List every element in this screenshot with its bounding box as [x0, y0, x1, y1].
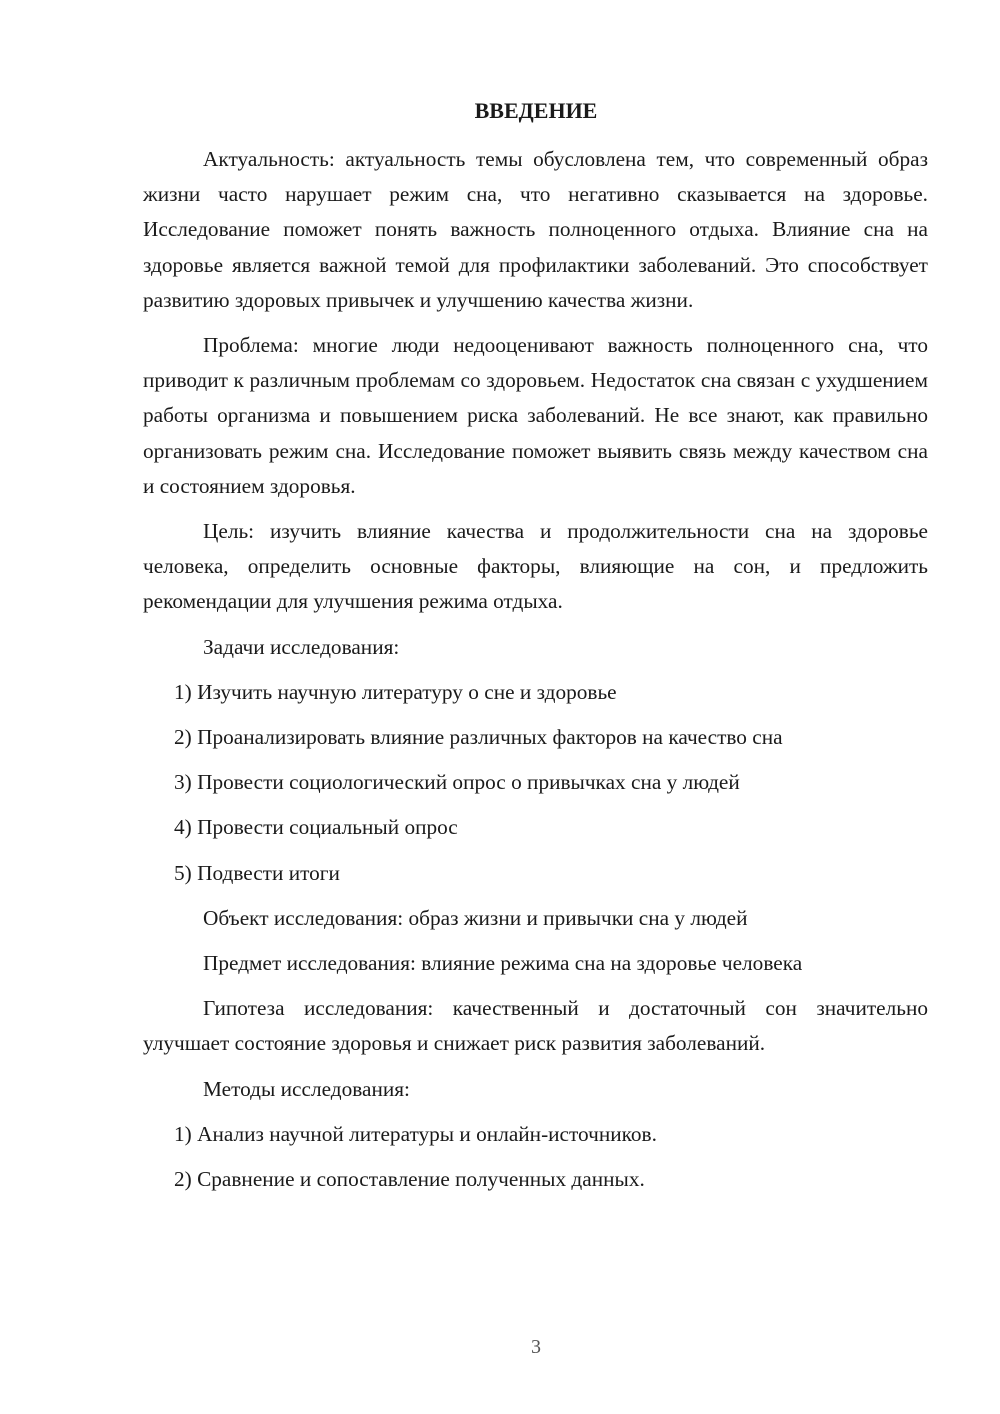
method-item: 1) Анализ научной литературы и онлайн-источников.	[174, 1121, 657, 1146]
research-subject: Предмет исследования: влияние режима сна на здоровье человека	[203, 951, 803, 976]
document-body	[143, 142, 928, 1207]
tasks-heading: Задачи исследования:	[203, 634, 400, 659]
task-item: 3) Провести социологический опрос о привычках сна у людей	[174, 770, 740, 795]
problem-paragraph: Проблема: многие люди недооценивают важность полноценного сна, что приводит к различным проблемам со здоровьем. Недостаток сна связан с ухудшением работы организма и повышением риска заболеваний. Не все знают, как правильно организовать режим сна. Исследование поможет выявить связь между качеством сна и состоянием здоровья.	[143, 333, 928, 498]
task-item: 1) Изучить научную литературу о сне и здоровье	[174, 679, 617, 704]
page-number: 3	[531, 1336, 541, 1358]
task-item: 4) Провести социальный опрос	[174, 815, 458, 840]
page-title: ВВЕДЕНИЕ	[474, 98, 598, 123]
method-item: 2) Сравнение и сопоставление полученных данных.	[174, 1167, 645, 1192]
task-item: 2) Проанализировать влияние различных факторов на качество сна	[174, 725, 783, 750]
task-item: 5) Подвести итоги	[174, 860, 340, 885]
methods-heading: Методы исследования:	[203, 1076, 410, 1101]
research-object: Объект исследования: образ жизни и привычки сна у людей	[203, 905, 748, 930]
hypothesis-paragraph: Гипотеза исследования: качественный и достаточный сон значительно улучшает состояние здоровья и снижает риск развития заболеваний.	[143, 996, 928, 1056]
goal-paragraph: Цель: изучить влияние качества и продолжительности сна на здоровье человека, определить основные факторы, влияющие на сон, и предложить рекомендации для улучшения режима отдыха.	[143, 519, 928, 614]
relevance-paragraph: Актуальность: актуальность темы обусловлена тем, что современный образ жизни часто нарушает режим сна, что негативно сказывается на здоровье. Исследование поможет понять важность полноценного отдыха. Влияние сна на здоровье является важной темой для профилактики заболеваний. Это способствует развитию здоровых привычек и улучшению качества жизни.	[143, 147, 928, 312]
